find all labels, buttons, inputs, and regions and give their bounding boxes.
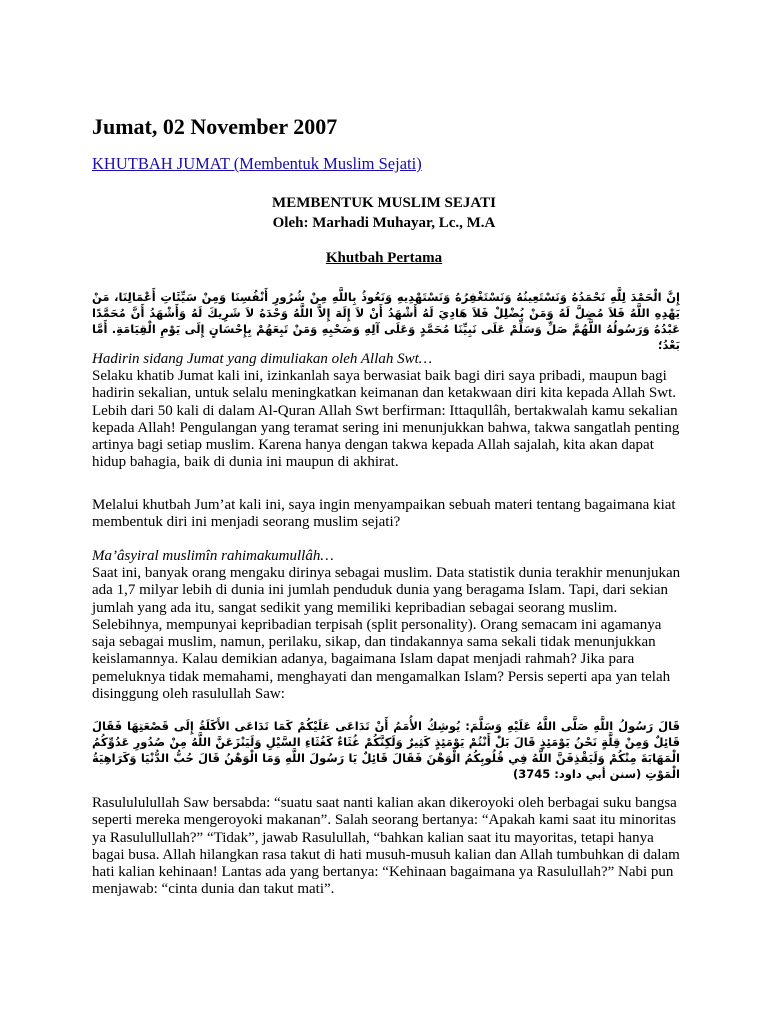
- section-title: Khutbah Pertama: [325, 250, 443, 266]
- paragraph-4: Rasulululullah Saw bersabda: “suatu saat nanti kalian akan dikeroyoki oleh berbagai suku bangsa seperti mereka mengeroyoki makanan”. Salah seorang bertanya: “Apakah kami saat itu minoritas ya Rasulullullah?” “Tidak”, jawab Rasulullah, “bahkan kalian saat itu mayoritas, tetapi hanya bagai busa. Allah hilangkan rasa takut di hati musuh-musuh kalian dan Allah tumbuhkan di dalam hati kalian kehinaan! Lantas ada yang bertanya: “Kehinaan bagaimana ya Rasulullah?” Nabi pun menjawab: “cinta dunia dan takut mati”.: [92, 795, 680, 898]
- article-heading: [92, 193, 676, 233]
- article-title: MEMBENTUK MUSLIM SEJATI: [272, 195, 496, 211]
- post-title-link[interactable]: KHUTBAH JUMAT (Membentuk Muslim Sejati): [92, 154, 422, 173]
- paragraph-1: Selaku khatib Jumat kali ini, izinkanlah saya berwasiat baik bagi diri saya pribadi, maupun bagi hadirin sekalian, untuk selalu meningkatkan keimanan dan ketakwaan diri kita kepada Allah Swt. Lebih dari 50 kali di dalam Al-Quran Allah Swt berfirman: Ittaqullâh, bertakwalah kamu sekalian kepada Allah! Pengulangan yang teramat sering ini menunjukkan bahwa, takwa sangatlah penting artinya bagi setiap muslim. Karena hanya dengan takwa kepada Allah sajalah, kita akan dapat hidup bahagia, baik di dunia ini maupun di akhirat.: [92, 368, 680, 471]
- article-author: Oleh: Marhadi Muhayar, Lc., M.A: [272, 215, 496, 231]
- salutation-1: Hadirin sidang Jumat yang dimuliakan oleh Allah Swt…: [92, 351, 433, 367]
- arabic-hadith-text: قَالَ رَسُولُ اللَّهِ صَلَّى اللَّهُ عَلَيْهِ وَسَلَّمَ: يُوشِكُ الأُمَمُ أَنْ تَدَاعَى عَلَيْكُمْ كَمَا تَدَاعَى الأَكَلَةُ إِلَى قَصْعَتِهَا فَقَالَ قَائِلٌ وَمِنْ قِلَّةٍ نَحْنُ يَوْمَئِذٍ قَالَ بَلْ أَنْتُمْ يَوْمَئِذٍ كَثِيرٌ وَلَكِنَّكُمْ غُثَاءٌ كَغُثَاءِ السَّيْلِ وَلَيَنْزَعَنَّ اللَّهُ مِنْ صُدُورِ عَدُوِّكُمُ الْمَهَابَةَ مِنْكُمْ وَلَيَقْذِفَنَّ اللَّهُ فِي قُلُوبِكُمُ الْوَهْنَ فَقَالَ قَائِلٌ يَا رَسُولَ اللَّهِ وَمَا الْوَهْنُ قَالَ حُبُّ الدُّنْيَا وَكَرَاهِيَةُ الْمَوْتِ (سنن أبي داود: 3745): [92, 719, 680, 781]
- post-date: Jumat, 02 November 2007: [92, 114, 338, 139]
- salutation-2: Ma’âsyiral muslimîn rahimakumullâh…: [92, 548, 334, 564]
- arabic-opening-text: إِنَّ الْحَمْدَ لِلَّهِ نَحْمَدُهُ وَنَسْتَعِينُهُ وَنَسْتَغْفِرُهُ وَنَسْتَهْدِيهِ وَنَعُوذُ بِاللَّهِ مِنْ شُرُورِ أَنْفُسِنَا وَمِنْ سَيِّئَاتِ أَعْمَالِنَا، مَنْ يَهْدِهِ اللَّهُ فَلاَ مُضِلَّ لَهُ وَمَنْ يُضْلِلْ فَلاَ هَادِيَ لَهُ أَشْهَدُ أَنْ لاَ إِلَهَ إِلاَّ اللَّهُ وَحْدَهُ لاَ شَرِيكَ لَهُ وَأَشْهَدُ أَنَّ مُحَمَّدًا عَبْدُهُ وَرَسُولُهُ اللَّهُمَّ صَلِّ وَسَلِّمْ عَلَى نَبِيِّنَا مُحَمَّدٍ وَعَلَى آلِهِ وَصَحْبِهِ وَمَنْ تَبِعَهُمْ بِإِحْسَانٍ إِلَى يَوْمِ الْقِيَامَةِ. أَمَّا بَعْدُ؛: [92, 290, 680, 352]
- paragraph-3: Saat ini, banyak orang mengaku dirinya sebagai muslim. Data statistik dunia terakhir menunjukan ada 1,7 milyar lebih di dunia ini jumlah penduduk dunia yang beragama Islam. Tapi, dari sekian jumlah yang ada itu, sangat sedikit yang memiliki kepribadian sebagai seorang muslim. Selebihnya, mempunyai kepribadian terpisah (split personality). Orang semacam ini agamanya saja sebagai muslim, namun, perilaku, sikap, dan tindakannya sama sekali tidak menunjukkan keislamannya. Kalau demikian adanya, bagaimana Islam dapat menjadi rahmah? Jika para pemeluknya tidak memahami, menghayati dan mengamalkan Islam? Persis seperti apa yan telah disinggung oleh rasulullah Saw:: [92, 565, 681, 703]
- paragraph-2: Melalui khutbah Jum’at kali ini, saya ingin menyampaikan sebuah materi tentang bagaimana kiat membentuk diri ini menjadi seorang muslim sejati?: [92, 497, 676, 531]
